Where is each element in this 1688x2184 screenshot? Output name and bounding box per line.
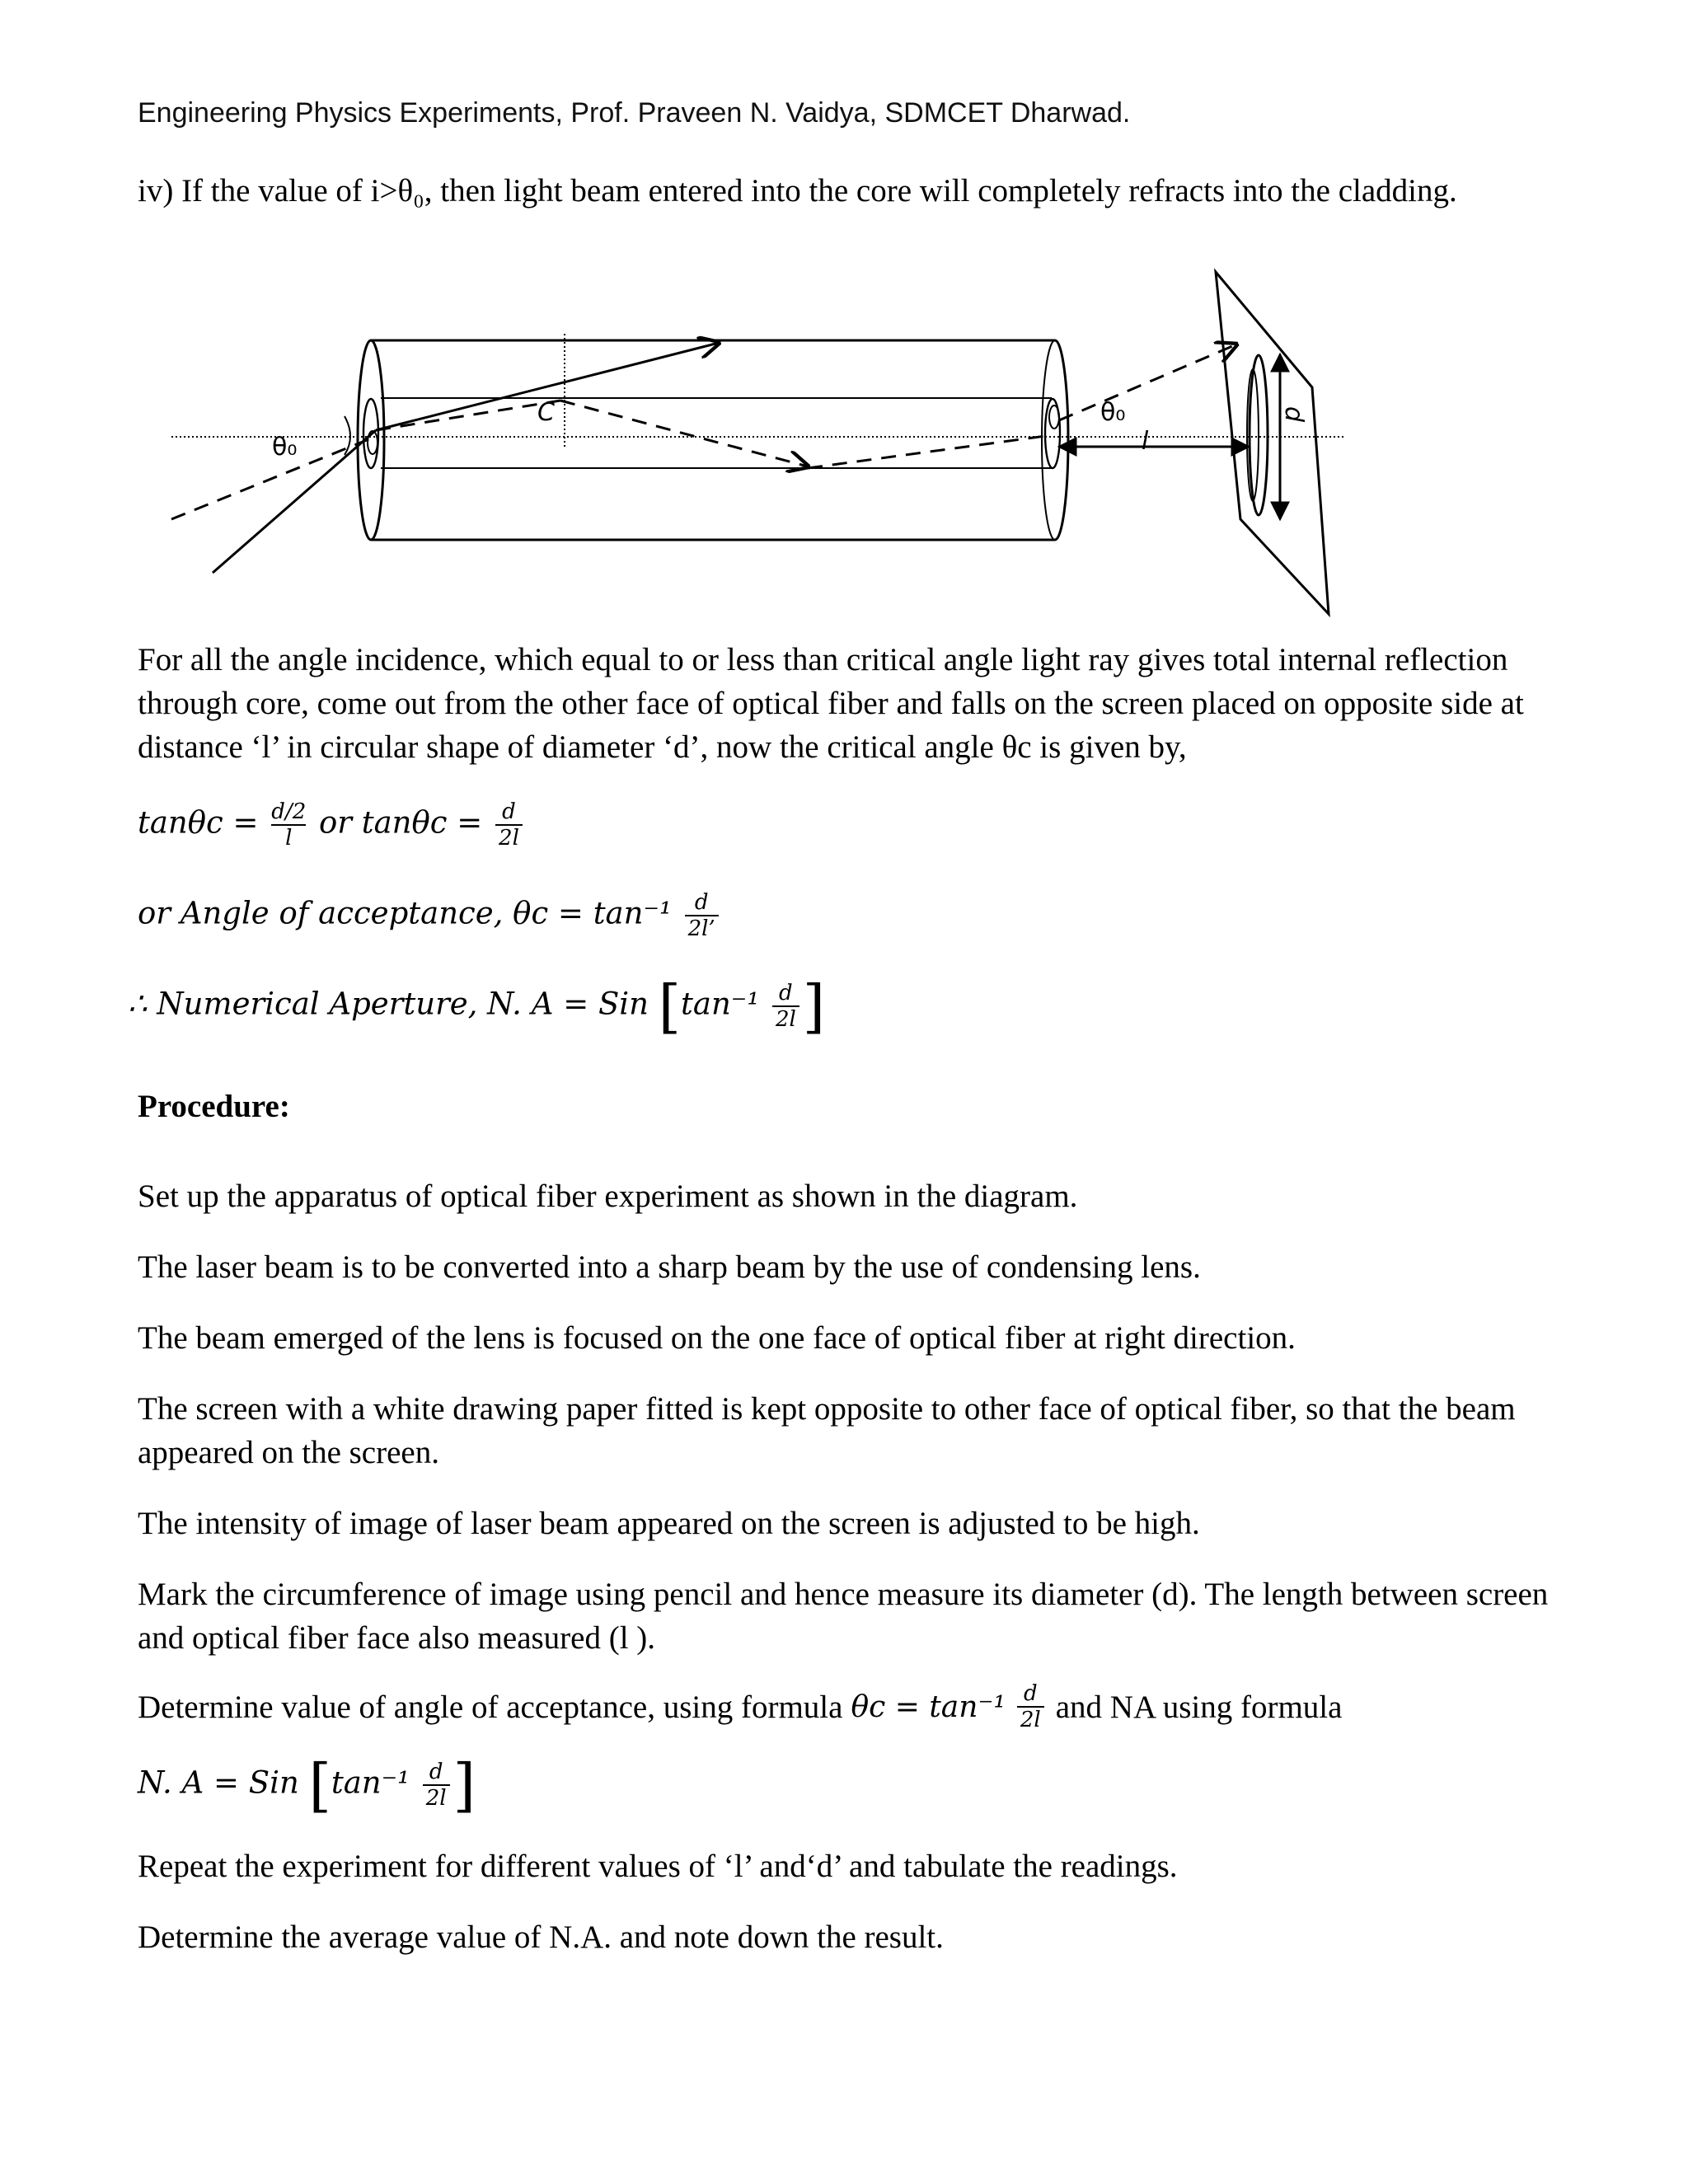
procedure-heading: Procedure: (138, 1089, 290, 1124)
eq4-inner: tan⁻¹ (331, 1765, 410, 1801)
step-focus: The beam emerged of the lens is focused on the one face of optical fiber at right direction. (138, 1320, 1296, 1356)
screen (1216, 272, 1329, 614)
step-setup: Set up the apparatus of optical fiber experiment as shown in the diagram. (138, 1179, 1078, 1214)
determine-post: and NA using formula (1055, 1689, 1343, 1725)
equation-acceptance-angle (138, 890, 722, 941)
eq4-lhs: N. A = Sin (138, 1765, 299, 1801)
optical-fiber-diagram (0, 0, 1688, 643)
eq2-lhs: or Angle of acceptance, θc = tan⁻¹ (138, 895, 672, 931)
d-label: d (1279, 406, 1308, 423)
determine-fraction: $\frac{d}{2l}$ (1017, 1681, 1044, 1732)
point-iv: iv) If the value of i>θ₀, then light beam entered into the core will completely refracts into the cladding. (138, 173, 1457, 209)
l-label: l (1142, 427, 1149, 456)
c-label: C (537, 398, 555, 427)
step-determine (138, 1681, 1342, 1732)
critical-angle-paragraph: For all the angle incidence, which equal to or less than critical angle light ray gives total internal reflection through core, come out from the other face of optical fiber and falls on the screen placed on opposite side at distance ‘l’ in circular shape of diameter ‘d’, now the critical angle θc is given by, (138, 642, 1524, 765)
eq1-fraction-2: $\frac{d}{2l}$ (495, 799, 523, 851)
eq1-fraction-1: $\frac{d/2}{l}$ (271, 799, 307, 851)
step-intensity: The intensity of image of laser beam appeared on the screen is adjusted to be high. (138, 1506, 1200, 1541)
eq4-fraction: $\frac{d}{2l}$ (423, 1760, 450, 1811)
eq3-fraction: $\frac{d}{2l}$ (772, 981, 799, 1032)
step-screen: The screen with a white drawing paper fitted is kept opposite to other face of optical fiber, so that the beam appeared on the screen. (138, 1391, 1516, 1470)
theta-left-label: θ₀ (272, 433, 298, 462)
eq1-mid: or tanθc = (319, 804, 483, 841)
step-laser: The laser beam is to be converted into a sharp beam by the use of condensing lens. (138, 1249, 1201, 1285)
reflected-ray (560, 401, 808, 466)
page-header: Engineering Physics Experiments, Prof. Praveen N. Vaidya, SDMCET Dharwad. (138, 97, 1131, 129)
exit-ray (1059, 344, 1236, 420)
eq1-lhs: tanθc = (138, 804, 259, 841)
eq3-lhs: ∴ Numerical Aperture, N. A = Sin (128, 986, 649, 1022)
step-measure: Mark the circumference of image using pencil and hence measure its diameter (d). The length between screen and optical fiber face also measured (l ). (138, 1577, 1549, 1656)
fiber-right-face (1055, 340, 1068, 540)
equation-na-formula: N. A = Sin [tan⁻¹ $\frac{d}{2l}$ ] (138, 1751, 476, 1819)
determine-pre: Determine value of angle of acceptance, using formula (138, 1689, 843, 1725)
theta-right-label: θ₀ (1100, 398, 1126, 427)
determine-formula: θc = tan⁻¹ (851, 1690, 1006, 1724)
equation-tan-theta (138, 799, 526, 851)
eq3-inner: tan⁻¹ (681, 986, 760, 1022)
equation-numerical-aperture: ∴ Numerical Aperture, N. A = Sin [tan⁻¹ $\frac{d}{2l}$ ] (128, 972, 826, 1040)
step-average: Determine the average value of N.A. and note down the result. (138, 1919, 944, 1955)
eq2-fraction: $\frac{d}{2l’}$ (685, 890, 719, 941)
fiber-left-face (358, 340, 384, 540)
step-repeat: Repeat the experiment for different values of ‘l’ and‘d’ and tabulate the readings. (138, 1849, 1178, 1884)
